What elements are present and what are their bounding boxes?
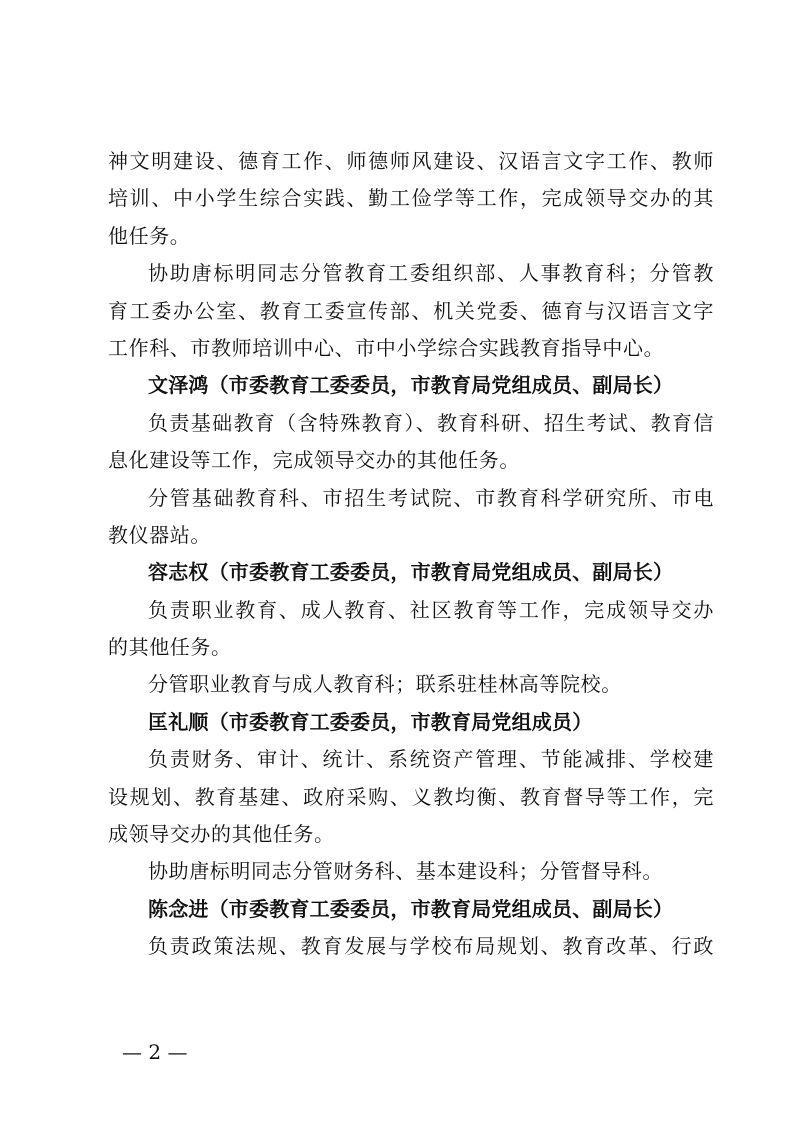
document-body bbox=[108, 143, 714, 966]
paragraph-line: 分管职业教育与成人教育科；联系驻桂林高等院校。 bbox=[148, 672, 622, 697]
paragraph-line: 协助唐标明同志分管教育工委组织部、人事教育科；分管教 bbox=[148, 261, 714, 286]
page-number: — 2 — bbox=[122, 1040, 188, 1064]
paragraph-line: 分管基础教育科、市招生考试院、市教育科学研究所、市电 bbox=[148, 485, 714, 510]
official-heading: 文泽鸿（市委教育工委委员，市教育局党组成员、副局长） bbox=[148, 373, 674, 398]
paragraph-line: 负责财务、审计、统计、系统资产管理、节能减排、学校建 bbox=[148, 747, 714, 772]
body-line: 培训、中小学生综合实践、勤工俭学等工作，完成领导交办的其 bbox=[108, 186, 714, 211]
body-line: 他任务。 bbox=[108, 223, 191, 248]
paragraph-line: 协助唐标明同志分管财务科、基本建设科；分管督导科。 bbox=[148, 859, 663, 884]
body-line: 教仪器站。 bbox=[108, 522, 211, 547]
body-line: 成领导交办的其他任务。 bbox=[108, 822, 335, 847]
paragraph-line: 负责基础教育（含特殊教育）、教育科研、招生考试、教育信 bbox=[148, 410, 714, 435]
official-heading: 陈念进（市委教育工委委员，市教育局党组成员、副局长） bbox=[148, 896, 674, 921]
body-line: 工作科、市教师培训中心、市中小学综合实践教育指导中心。 bbox=[108, 335, 665, 360]
body-line: 设规划、教育基建、政府采购、义教均衡、教育督导等工作，完 bbox=[108, 784, 714, 809]
official-heading: 容志权（市委教育工委委员，市教育局党组成员、副局长） bbox=[148, 560, 674, 585]
body-line: 息化建设等工作，完成领导交办的其他任务。 bbox=[108, 448, 520, 473]
paragraph-line: 负责政策法规、教育发展与学校布局规划、教育改革、行政 bbox=[148, 934, 714, 959]
paragraph-line: 负责职业教育、成人教育、社区教育等工作，完成领导交办 bbox=[148, 597, 714, 622]
body-line: 神文明建设、德育工作、师德师风建设、汉语言文字工作、教师 bbox=[108, 149, 714, 173]
body-line: 的其他任务。 bbox=[108, 635, 232, 660]
official-heading: 匡礼顺（市委教育工委委员，市教育局党组成员） bbox=[148, 709, 593, 734]
body-line: 育工委办公室、教育工委宣传部、机关党委、德育与汉语言文字 bbox=[108, 298, 714, 323]
